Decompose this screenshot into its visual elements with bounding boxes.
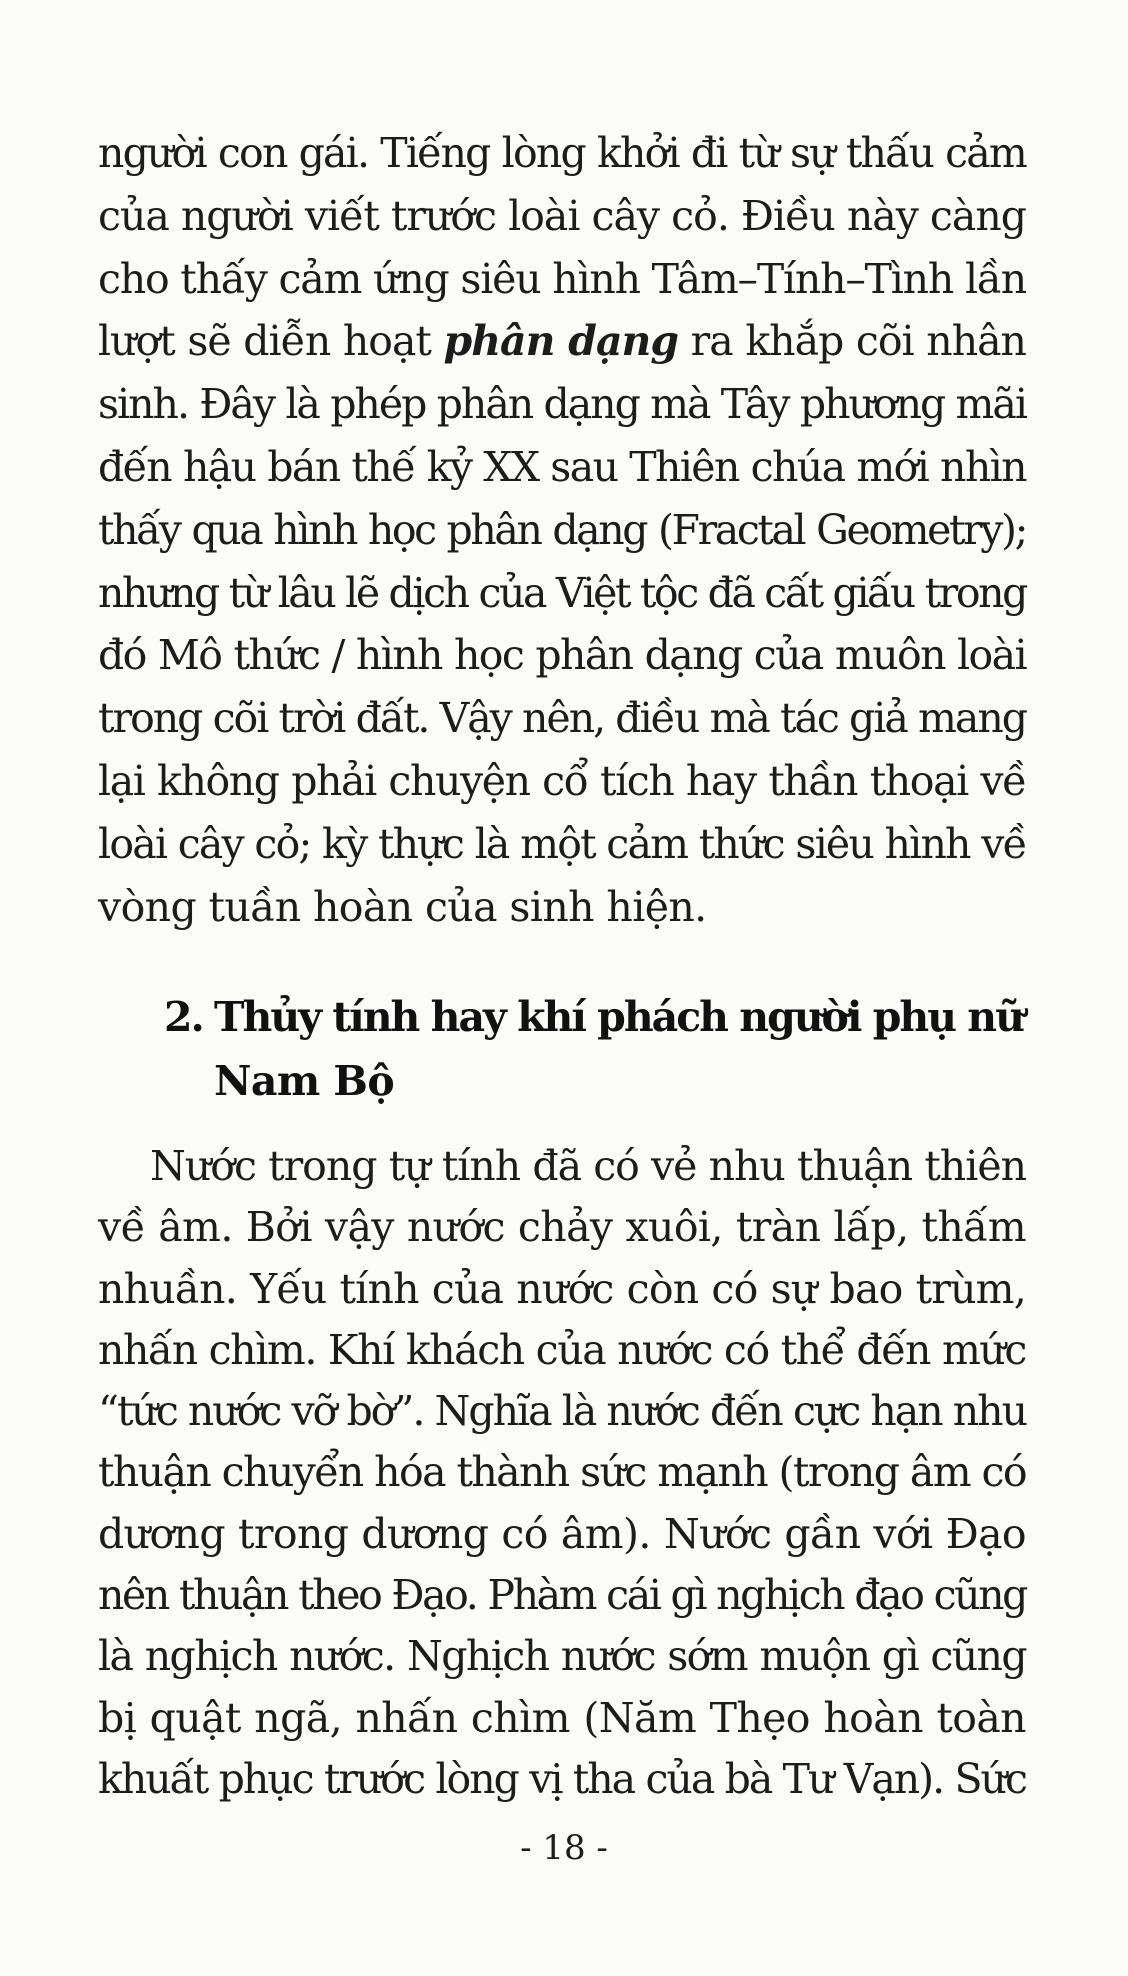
- p2-line-9: là nghịch nước. Nghịch nước sớm muộn gì cũng: [98, 1632, 1026, 1681]
- p1-line-12: loài cây cỏ; kỳ thực là một cảm thức siêu hình về: [98, 819, 1026, 868]
- p1-line-5: sinh. Đây là phép phân dạng mà Tây phương mãi: [98, 380, 1026, 429]
- emphasis-phan-dang: phân dạng: [443, 317, 678, 366]
- heading-line-2: [164, 1049, 1026, 1113]
- p2-line-11: khuất phục trước lòng vị tha của bà Tư Vạn). Sức: [98, 1754, 1026, 1803]
- p1-line-3: cho thấy cảm ứng siêu hình Tâm–Tính–Tình lần: [98, 254, 1026, 303]
- p2-line-7: dương trong dương có âm). Nước gần với Đạo: [98, 1509, 1026, 1558]
- p2-line-6: thuận chuyển hóa thành sức mạnh (trong âm có: [98, 1448, 1026, 1497]
- heading-text-2: Nam Bộ: [214, 1057, 395, 1105]
- p1-line-1: người con gái. Tiếng lòng khởi đi từ sự thấu cảm: [98, 129, 1026, 177]
- page-number: - 18 -: [520, 1828, 608, 1868]
- heading-line-1: [164, 985, 1026, 1049]
- p1-line-7: thấy qua hình học phân dạng (Fractal Geometry);: [98, 505, 1026, 554]
- p1-line-10: trong cõi trời đất. Vậy nên, điều mà tác giả mang: [98, 694, 1026, 743]
- section-heading: [164, 985, 1026, 1113]
- p2-line-5: “tức nước vỡ bờ”. Nghĩa là nước đến cực hạn nhu: [98, 1387, 1026, 1436]
- p2-line-3: nhuần. Yếu tính của nước còn có sự bao trùm,: [98, 1264, 1026, 1313]
- p2-line-2: về âm. Bởi vậy nước chảy xuôi, tràn lấp, thấm: [98, 1203, 1026, 1252]
- p2-line-10: bị quật ngã, nhấn chìm (Năm Thẹo hoàn toàn: [98, 1693, 1026, 1742]
- p2-line-1: Nước trong tự tính đã có vẻ nhu thuận thiên: [150, 1142, 1026, 1190]
- paragraph-1: [98, 122, 1026, 938]
- p1-line-4-tail: ra khắp cõi nhân: [690, 317, 1026, 366]
- p2-line-4: nhấn chìm. Khí khách của nước có thể đến mức: [98, 1325, 1026, 1374]
- p1-line-9: đó Mô thức / hình học phân dạng của muôn loài: [98, 631, 1026, 680]
- p1-line-6: đến hậu bán thế kỷ XX sau Thiên chúa mới nhìn: [98, 442, 1026, 491]
- heading-text-1: Thủy tính hay khí phách người phụ nữ: [214, 993, 1023, 1041]
- p2-line-8: nên thuận theo Đạo. Phàm cái gì nghịch đạo cũng: [98, 1571, 1026, 1620]
- p1-line-2: của người viết trước loài cây cỏ. Điều này càng: [98, 191, 1026, 240]
- p1-line-13: vòng tuần hoàn của sinh hiện.: [98, 882, 707, 931]
- p1-line-4: [98, 310, 1026, 373]
- p1-line-4-head: lượt sẽ diễn hoạt: [98, 317, 431, 366]
- paragraph-2: [98, 1136, 1026, 1810]
- section-number: 2.: [164, 993, 203, 1041]
- p1-line-8: nhưng từ lâu lẽ dịch của Việt tộc đã cất giấu trong: [98, 568, 1026, 617]
- p1-line-11: lại không phải chuyện cổ tích hay thần thoại về: [98, 756, 1026, 805]
